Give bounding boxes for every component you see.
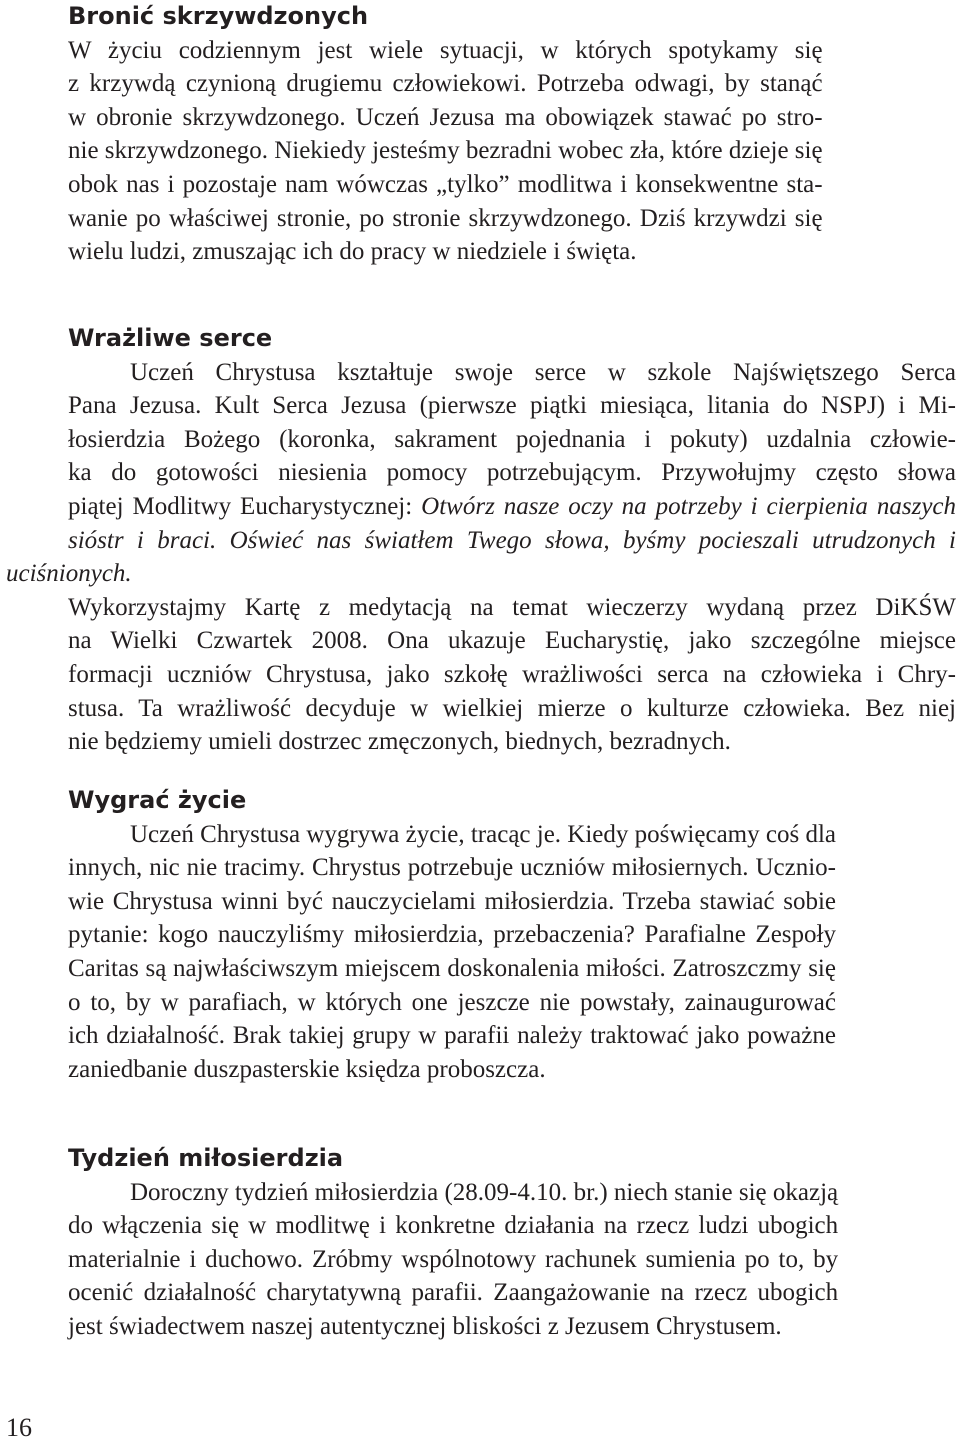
text-line: ocenić działalność charytatywną parafii. Zaangażowanie na rzecz ubogich bbox=[68, 1279, 839, 1307]
text-line: formacji uczniów Chrystusa, jako szkołę wrażliwości serca na człowieka i Chry- bbox=[68, 660, 956, 688]
text-line: obok nas i pozostaje nam wówczas „tylko” modlitwa i konsekwentne sta- bbox=[68, 170, 823, 198]
text-line: stusa. Ta wrażliwość decyduje w wielkiej mierze o kulturze człowieka. Bez niej bbox=[68, 694, 956, 722]
text-line: Doroczny tydzień miłosierdzia (28.09-4.10. br.) niech stanie się okazją bbox=[130, 1178, 839, 1206]
text-line: Wykorzystajmy Kartę z medytacją na temat wieczerzy wydaną przez DiKŚW bbox=[68, 593, 956, 621]
page-number: 16 bbox=[6, 1413, 32, 1442]
section-heading: Tydzień miłosierdzia bbox=[68, 1144, 344, 1172]
text-line: W życiu codziennym jest wiele sytuacji, w których spotykamy się bbox=[68, 36, 823, 64]
text-line: o to, by w parafiach, w których one jeszcze nie powstały, zainaugurować bbox=[68, 988, 836, 1016]
section-heading: Wrażliwe serce bbox=[68, 324, 273, 352]
text-line-quote bbox=[6, 524, 956, 591]
text-line: łosierdzia Bożego (koronka, sakrament pojednania i pokuty) uzdalnia człowie- bbox=[68, 425, 956, 453]
section-body bbox=[6, 818, 836, 1087]
text-line: wanie po właściwej stronie, po stronie skrzywdzonego. Dziś krzywdzi się bbox=[68, 204, 823, 232]
text-line: jest świadectwem naszej autentycznej bliskości z Jezusem Chrystusem. bbox=[68, 1312, 782, 1340]
section-body bbox=[6, 1176, 838, 1344]
section-bronic bbox=[6, 0, 823, 269]
text-line: z krzywdą czynioną drugiemu człowiekowi. Potrzeba odwagi, by stanąć bbox=[68, 70, 823, 98]
text-line: materialnie i duchowo. Zróbmy wspólnotowy rachunek sumienia po to, by bbox=[68, 1245, 839, 1273]
section-tydzien-milosierdzia bbox=[6, 1142, 838, 1344]
text-line: w obronie skrzywdzonego. Uczeń Jezusa ma obowiązek stawać po stro- bbox=[68, 103, 823, 131]
text-line: nie skrzywdzonego. Niekiedy jesteśmy bezradni wobec zła, które dzieje się bbox=[68, 137, 823, 165]
text-line: do włączenia się w modlitwę i konkretne działania na rzecz ludzi ubogich bbox=[68, 1212, 839, 1240]
text-line-with-quote bbox=[6, 490, 956, 524]
quote-text: Otwórz nasze oczy na potrzeby i cierpienia naszych bbox=[421, 492, 957, 520]
quote-text: sióstr i braci. Oświeć nas światłem Twego słowa, byśmy pocieszali utrudzonych i uciśnionych. bbox=[6, 526, 956, 588]
text-line: Caritas są najwłaściwszym miejscem doskonalenia miłości. Zatroszczmy się bbox=[68, 954, 836, 982]
section-heading: Bronić skrzywdzonych bbox=[68, 2, 369, 30]
text-line: wie Chrystusa winni być nauczycielami miłosierdzia. Trzeba stawiać sobie bbox=[68, 887, 836, 915]
text-line: Uczeń Chrystusa kształtuje swoje serce w szkole Najświętszego Serca bbox=[130, 358, 956, 386]
section-wygrac-zycie bbox=[6, 784, 836, 1086]
text-line: pytanie: kogo nauczyliśmy miłosierdzia, przebaczenia? Parafialne Zespoły bbox=[68, 921, 836, 949]
text-line: ich działalność. Brak takiej grupy w parafii należy traktować jako poważne bbox=[68, 1022, 836, 1050]
text-line: na Wielki Czwartek 2008. Ona ukazuje Eucharystię, jako szczególne miejsce bbox=[68, 627, 956, 655]
section-wrazliwe-serce bbox=[6, 322, 956, 759]
section-body bbox=[6, 34, 823, 269]
text-line: wielu ludzi, zmuszając ich do pracy w niedziele i święta. bbox=[68, 238, 637, 266]
text-line: Uczeń Chrystusa wygrywa życie, tracąc je. Kiedy poświęcamy coś dla bbox=[130, 820, 836, 848]
quote-intro: piątej Modlitwy Eucharystycznej: bbox=[68, 492, 422, 520]
text-line: zaniedbanie duszpasterskie księdza proboszcza. bbox=[68, 1055, 546, 1083]
text-line: Pana Jezusa. Kult Serca Jezusa (pierwsze piątki miesiąca, litania do NSPJ) i Mi- bbox=[68, 392, 956, 420]
text-line: innych, nic nie tracimy. Chrystus potrzebuje uczniów miłosiernych. Ucznio- bbox=[68, 854, 836, 882]
section-body bbox=[6, 356, 956, 759]
section-heading: Wygrać życie bbox=[68, 786, 247, 814]
text-line: ka do gotowości niesienia pomocy potrzebującym. Przywołujmy często słowa bbox=[68, 459, 956, 487]
text-line: nie będziemy umieli dostrzec zmęczonych, biednych, bezradnych. bbox=[68, 728, 731, 756]
